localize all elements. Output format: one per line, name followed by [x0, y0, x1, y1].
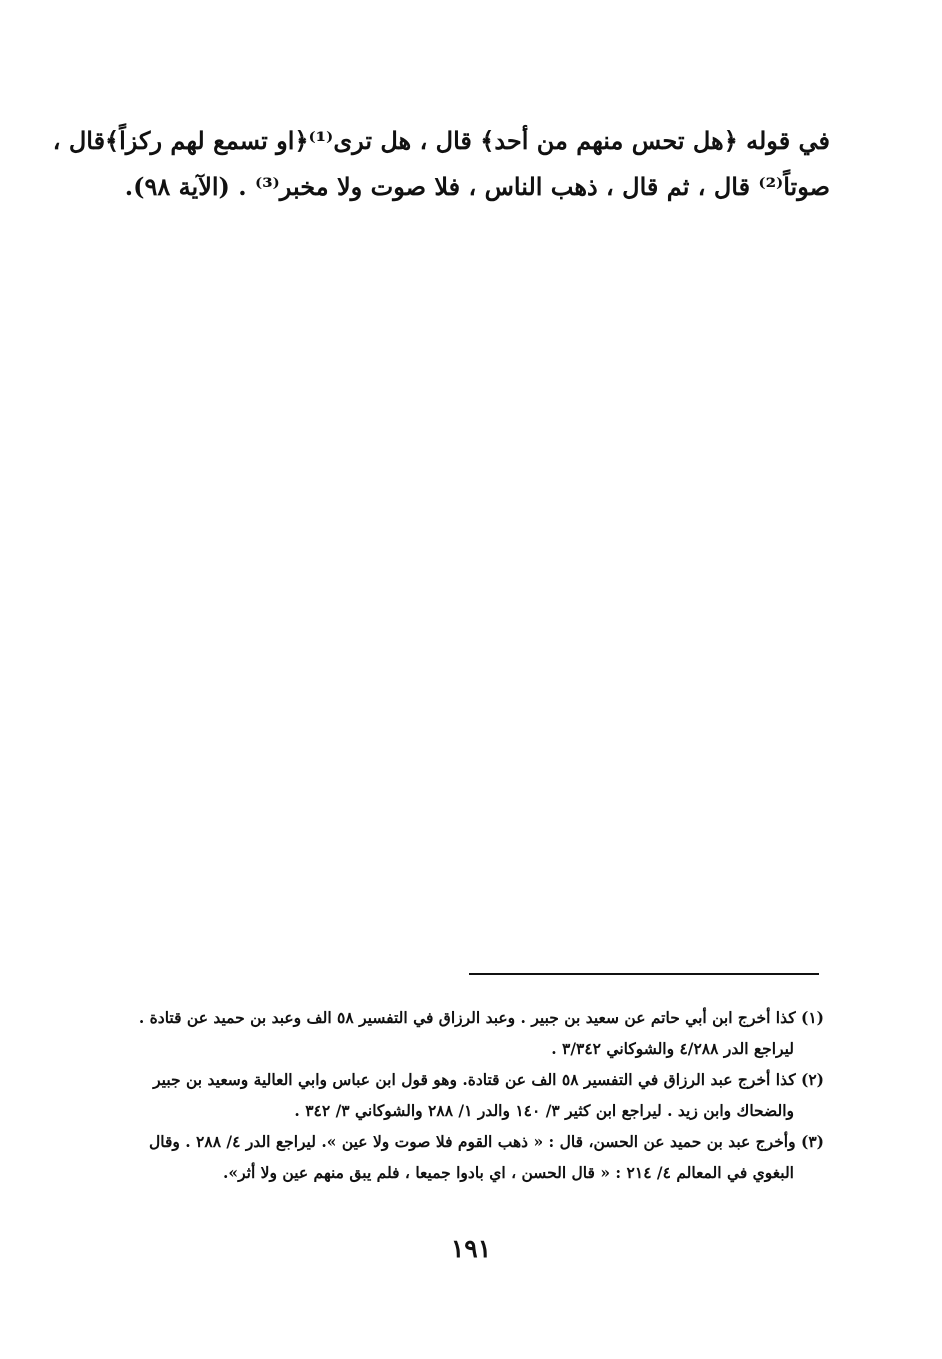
footnote-line: والضحاك وابن زيد . ليراجع ابن كثير ٣/ ١٤٠ والدر ١/ ٢٨٨ والشوكاني ٣/ ٣٤٢ .: [294, 1101, 794, 1120]
footnote-separator: [469, 973, 819, 975]
page-number: ١٩١: [450, 1234, 492, 1263]
footnote-2: [114, 1064, 824, 1126]
footnote-line: (٣) وأخرج عبد بن حميد عن الحسن، قال : « ذهب القوم فلا صوت ولا عين ». ليراجع الدر ٤/ ٢٨٨ . وقال: [148, 1132, 824, 1151]
footnotes: [114, 1002, 824, 1188]
footnote-line: (٢) كذا أخرج عبد الرزاق في التفسير ٥٨ الف عن قتادة. وهو قول ابن عباس وابي العالية وسعيد بن جبير: [153, 1070, 824, 1089]
footnote-line: ليراجع الدر ٤/٢٨٨ والشوكاني ٣/٣٤٢ .: [551, 1039, 794, 1058]
main-text-line: في قوله ﴿هل تحس منهم من أحد﴾ قال ، هل ترى⁽¹⁾﴿او تسمع لهم ركزاً﴾قال ،: [52, 126, 830, 155]
main-text: [52, 118, 830, 210]
main-text-line: صوتاً⁽²⁾ قال ، ثم قال ، ذهب الناس ، فلا صوت ولا مخبر⁽³⁾ . (الآية ٩٨).: [124, 172, 830, 201]
footnote-line: البغوي في المعالم ٤/ ٢١٤ : « قال الحسن ، اي بادوا جميعا ، فلم يبق منهم عين ولا أثر».: [223, 1163, 794, 1182]
footnote-line: (١) كذا أخرج ابن أبي حاتم عن سعيد بن جبير . وعبد الرزاق في التفسير ٥٨ الف وعبد بن حميد عن قتادة .: [138, 1008, 824, 1027]
footnote-1: [114, 1002, 824, 1064]
footnote-3: [114, 1126, 824, 1188]
